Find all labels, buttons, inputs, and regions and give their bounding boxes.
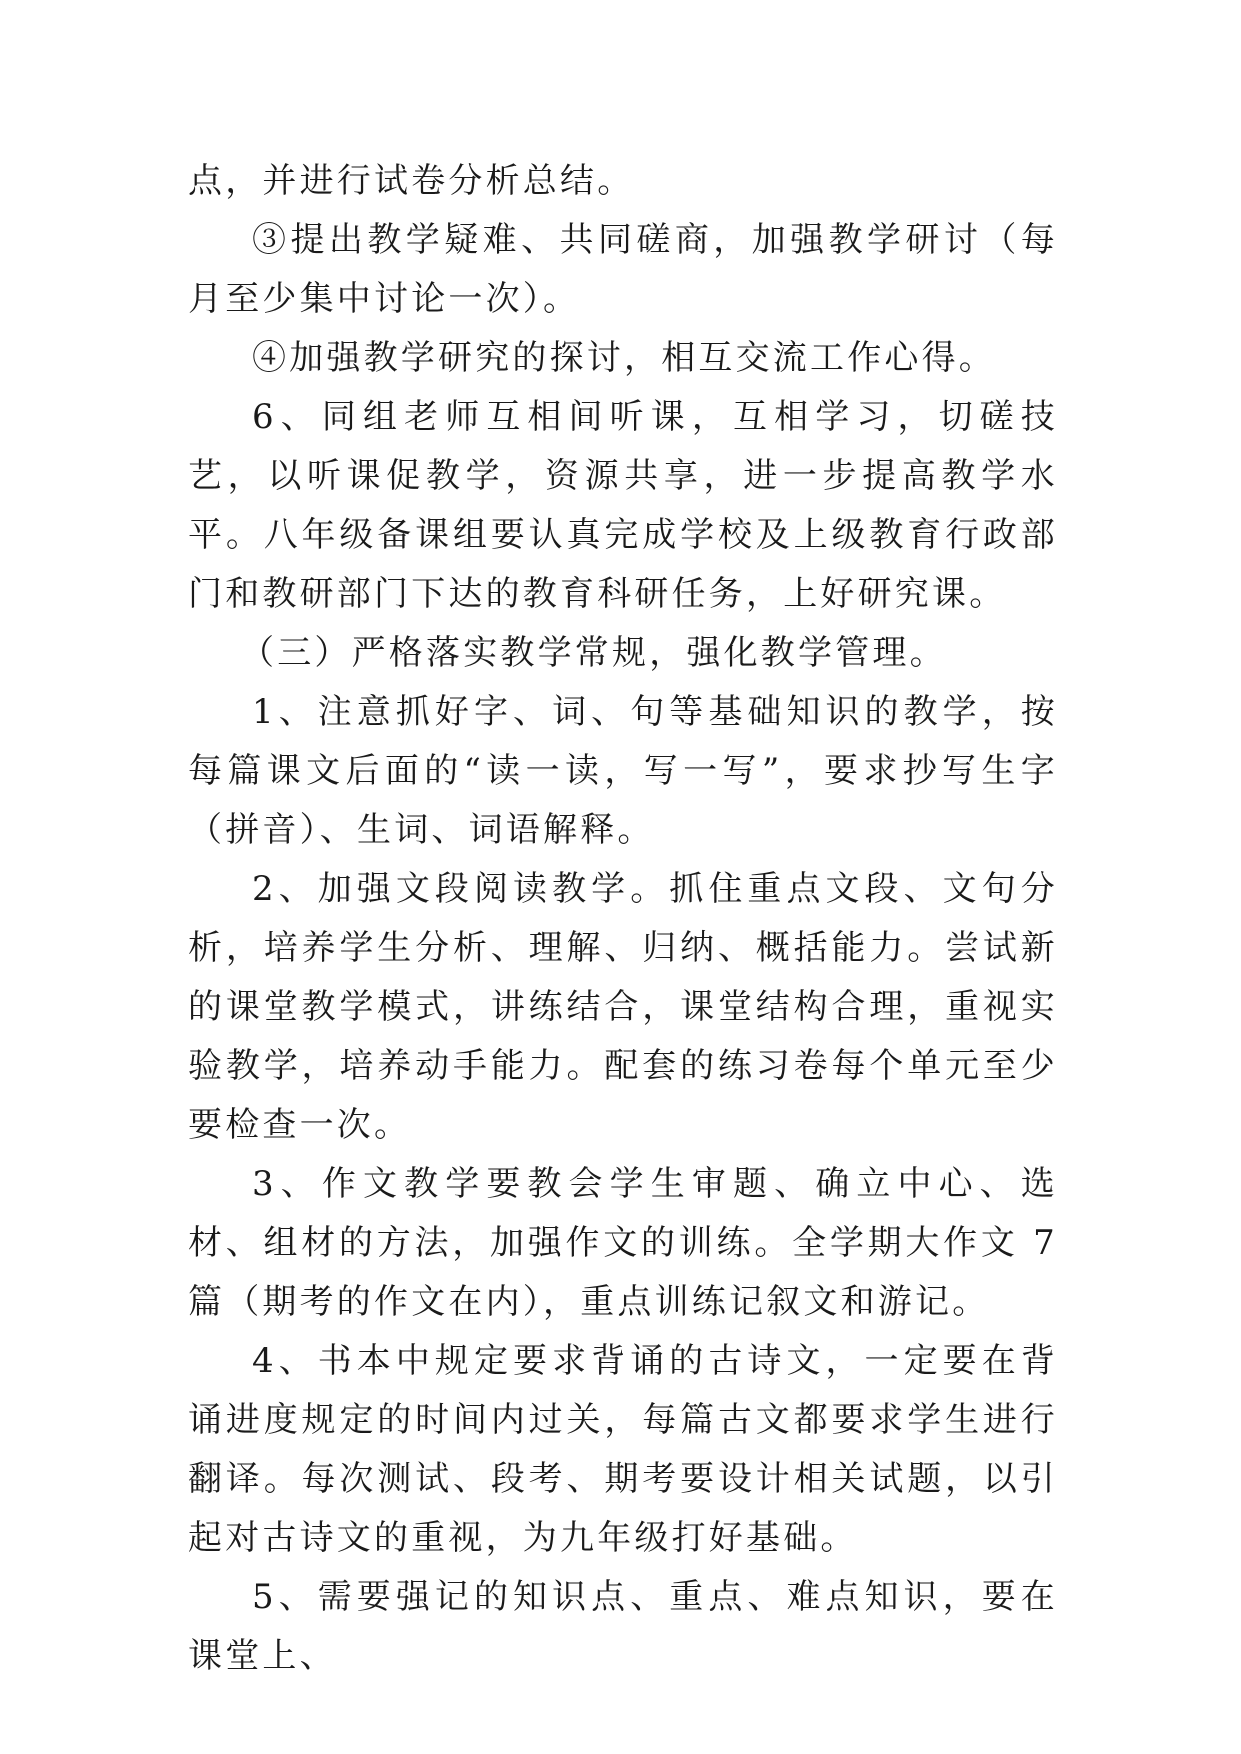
paragraph-point-1: 1、注意抓好字、词、句等基础知识的教学，按每篇课文后面的“读一读，写一写”，要求抄写生字（拼音）、生词、词语解释。 xyxy=(188,692,1058,850)
paragraph-item-4: ④加强教学研究的探讨，相互交流工作心得。 xyxy=(252,338,996,378)
paragraph-point-4: 4、书本中规定要求背诵的古诗文，一定要在背诵进度规定的时间内过关，每篇古文都要求学生进行翻译。每次测试、段考、期考要设计相关试题，以引起对古诗文的重视，为九年级打好基础。 xyxy=(188,1341,1058,1558)
paragraph-item-3: ③提出教学疑难、共同磋商，加强教学研讨（每月至少集中讨论一次）。 xyxy=(188,220,1058,319)
section-heading: （三）严格落实教学常规，强化教学管理。 xyxy=(240,633,947,673)
paragraph-point-5: 5、需要强记的知识点、重点、难点知识，要在课堂上、 xyxy=(188,1577,1058,1676)
paragraph-point-3: 3、作文教学要教会学生审题、确立中心、选材、组材的方法，加强作文的训练。全学期大作文 7 篇（期考的作文在内），重点训练记叙文和游记。 xyxy=(188,1164,1058,1322)
paragraph-continuation: 点，并进行试卷分析总结。 xyxy=(188,161,635,201)
paragraph-point-2: 2、加强文段阅读教学。抓住重点文段、文句分析，培养学生分析、理解、归纳、概括能力。尝试新的课堂教学模式，讲练结合，课堂结构合理，重视实验教学，培养动手能力。配套的练习卷每个单元至少要检查一次。 xyxy=(188,869,1058,1145)
paragraph-point-6: 6、同组老师互相间听课，互相学习，切磋技艺，以听课促教学，资源共享，进一步提高教学水平。八年级备课组要认真完成学校及上级教育行政部门和教研部门下达的教育科研任务，上好研究课。 xyxy=(188,397,1058,614)
document-body xyxy=(188,152,1058,1686)
